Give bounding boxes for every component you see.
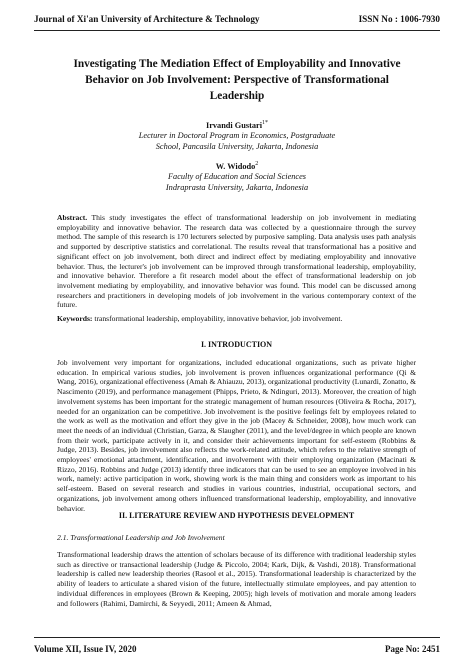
section-heading-introduction: I. INTRODUCTION: [200, 340, 273, 349]
running-header: [34, 14, 440, 28]
abstract-text: This study investigates the effect of transformational leadership on job involvement in mediating employability and innovative behavior. The research data was collected by a questionnaire through the survey method. The sample of this research is 170 lecturers selected by purposive sampling. Data analysis uses path analysis and supported by descriptive statistics and correlational. The results reveal that transformational has a positive and significant effect on job involvement, both direct and indirect effect by mediating employability and innovative behavior. Thus, the lecturer's job involvement can be improved through transformational leadership, employability, and innovative behavior. Therefore a fit research model about the effect of transformational leadership on job involvement mediating by employability, and innovative behavior was found. This model can be discussed among researchers and practitioners in developing models of job involvement in the various contemporary context of the future.: [57, 213, 416, 310]
header-rule: [34, 30, 440, 31]
abstract: [57, 213, 416, 310]
author-affiliation: School, Pancasila University, Jakarta, Indonesia: [155, 141, 319, 151]
literature-paragraph: Transformational leadership draws the attention of scholars because of its difference with traditional leadership styles such as directive or transactional leadership (Judge & Piccolo, 2004; Kark, Dijk, & Vashdi, 2018). Transformational leadership is called new leadership theories (Rasool et al., 2015). Transformational leadership is characterized by the ability of leaders to articulate a shared vision of the future, intellectually stimulate employees, and pay attention to individual differences in employees (Brown & Keeping, 2005); high levels of motivation and morale among leaders and followers (Rahimi, Damirchi, & Seyyedi, 2011; Ameen & Ahmad,: [57, 550, 416, 608]
keywords: [57, 314, 416, 324]
running-footer: [34, 644, 440, 656]
author-block-1: [60, 118, 414, 152]
keywords-label: Keywords:: [57, 314, 93, 323]
page-number: Page No: 2451: [385, 644, 440, 654]
section-heading-literature-review: II. LITERATURE REVIEW AND HYPOTHESIS DEVELOPMENT: [118, 511, 355, 520]
author-name: Irvandi Gustari: [205, 120, 262, 130]
author-superscript: 1*: [262, 120, 268, 126]
author-affiliation: Indraprasta University, Jakarta, Indonesia: [165, 182, 309, 192]
author-affiliation: Lecturer in Doctoral Program in Economics, Postgraduate: [138, 131, 336, 141]
author-superscript: 2: [255, 161, 259, 167]
author-name: W. Widodo: [215, 161, 256, 171]
introduction-paragraph: Job involvement very important for organizations, included educational organizations, such as private higher education. In empirical various studies, job involvement is proven influences organizational performance (Qi & Wang, 2016), organizational effectiveness (Amah & Ahiauzu, 2013), organizational productivity (Lunardi, Zonatto, & Nascimento (2019), and performance management (Phipps, Prieto, & Ndinguri, 2013). Moreover, the creation of high involvement systems has been important for the strategic management of human resources (Oliveira & Rocha, 2017), needed for an organization can be competitive. Job involvement is the positive feelings felt by employees related to the work as well as the motivation and effort they give in the job (Macey & Schneider, 2008), how much work can meet the needs of an individual (Christian, Garza, & Slaugher (2011), and the level/degree in which people are known from their work, participate actively in it, and consider their achievements important for self-esteem (Robbins & Judge, 2013). Besides, job involvement also reflects the work-related attitude, which refers to the relative strength of employees' emotional attachment, identification, and involvement with their employing organization (Macinati & Rizzo, 2016). Robbins and Judge (2013) identify three indicators that can be used to see an employee involved in his work, namely: active participation in work, showing work is the main thing and considers work as important to his self-esteem. Based on several research and studies in various countries, industrial, occupational sectors, and organizations, job involvement among others influenced transformational leadership, employability, and innovative behavior.: [57, 358, 416, 513]
volume-issue: Volume XII, Issue IV, 2020: [34, 644, 137, 654]
subsection-heading: 2.1. Transformational Leadership and Job Involvement: [57, 533, 225, 542]
keywords-text: transformational leadership, employability, innovative behavior, job involvement.: [94, 314, 343, 323]
issn-number: ISSN No : 1006-7930: [358, 14, 440, 24]
author-block-2: [60, 159, 414, 193]
author-affiliation: Faculty of Education and Social Sciences: [167, 172, 306, 182]
journal-name: Journal of Xi'an University of Architecture & Technology: [34, 14, 260, 24]
footer-rule: [34, 637, 440, 638]
paper-title: Investigating The Mediation Effect of Employability and Innovative Behavior on Job Involvement: Perspective of Transformational Leadership: [73, 58, 401, 102]
abstract-label: Abstract.: [57, 213, 88, 222]
